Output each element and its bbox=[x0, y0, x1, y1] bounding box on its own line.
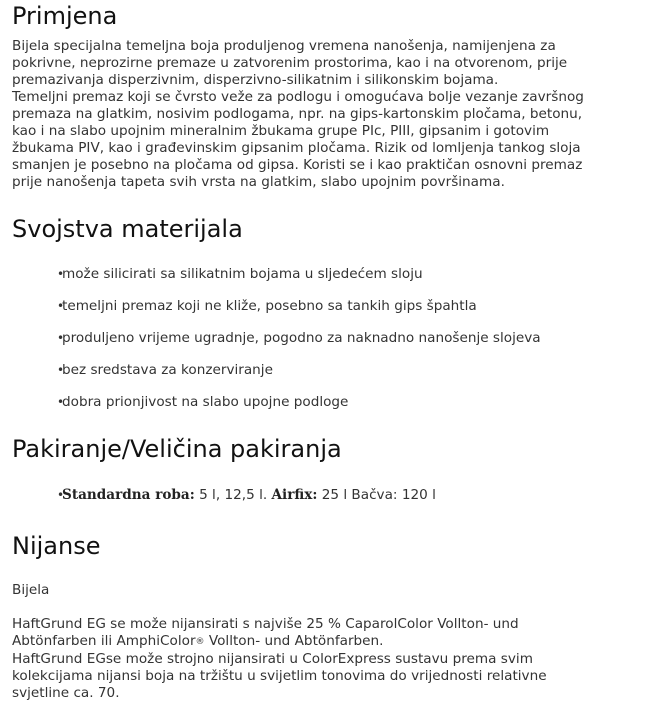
nijanse-heading: Nijanse bbox=[12, 532, 101, 560]
text-line: kolekcijama nijansi boja na tržištu u svijetlim tonovima do vrijednosti relativne bbox=[12, 668, 547, 684]
bullet-icon: • bbox=[57, 363, 65, 377]
text-line: premazivanja disperzivnim, disperzivno-silikatnim i silikonskim bojama. bbox=[12, 72, 499, 88]
primjena-heading: Primjena bbox=[12, 2, 118, 30]
nijanse-color: Bijela bbox=[12, 582, 50, 598]
text-line: Bijela specijalna temeljna boja produljenog vremena nanošenja, namijenjena za bbox=[12, 38, 556, 54]
standard-value: 5 l, 12,5 l. bbox=[194, 487, 268, 503]
packaging-line bbox=[57, 487, 436, 504]
text-line: pokrivne, neprozirne premaze u zatvorenim prostorima, kao i na otvorenom, prije bbox=[12, 55, 568, 71]
text-line: kao i na slabo upojnim mineralnim žbukama grupe PIc, PIII, gipsanim i gotovim bbox=[12, 123, 550, 139]
text-line: HaftGrund EGse može strojno nijansirati u ColorExpress sustavu prema svim bbox=[12, 651, 533, 667]
standard-label: Standardna roba: bbox=[62, 487, 195, 503]
airfix-value: 25 l Bačva: 120 l bbox=[317, 487, 436, 503]
text-line: prije nanošenja tapeta svih vrsta na glatkim, slabo upojnim površinama. bbox=[12, 174, 505, 190]
text-line: smanjen je posebno na pločama od gipsa. Koristi se i kao praktičan osnovni premaz bbox=[12, 157, 583, 173]
list-item bbox=[57, 394, 348, 411]
list-item bbox=[57, 362, 273, 379]
primjena-text bbox=[12, 38, 662, 191]
list-item-text: temeljni premaz koji ne kliže, posebno sa tankih gips špahtla bbox=[62, 298, 477, 314]
bullet-icon: • bbox=[57, 267, 65, 281]
text-line bbox=[12, 633, 662, 651]
list-item-text: dobra prionjivost na slabo upojne podloge bbox=[62, 394, 349, 410]
text-part: Abtönfarben ili AmphiColor bbox=[12, 633, 196, 649]
text-line: svjetline ca. 70. bbox=[12, 685, 120, 701]
nijanse-text bbox=[12, 616, 662, 702]
bullet-icon: • bbox=[57, 331, 65, 345]
list-item bbox=[57, 330, 541, 347]
list-item-text: produljeno vrijeme ugradnje, pogodno za naknadno nanošenje slojeva bbox=[62, 330, 541, 346]
bullet-icon: • bbox=[57, 395, 65, 409]
pakiranje-heading: Pakiranje/Veličina pakiranja bbox=[12, 435, 342, 463]
text-line: HaftGrund EG se može nijansirati s najviše 25 % CaparolColor Vollton- und bbox=[12, 616, 519, 632]
airfix-label: Airfix: bbox=[271, 487, 318, 503]
text-line: žbukama PIV, kao i građevinskim gipsanim pločama. Rizik od lomljenja tankog sloja bbox=[12, 140, 581, 156]
bullet-icon: • bbox=[57, 488, 65, 502]
text-line: premaza na glatkim, nosivim podlogama, npr. na gips-kartonskim pločama, betonu, bbox=[12, 106, 583, 122]
list-item bbox=[57, 298, 477, 315]
list-item bbox=[57, 266, 423, 283]
list-item-text: može silicirati sa silikatnim bojama u sljedećem sloju bbox=[62, 266, 423, 282]
registered-mark: ® bbox=[195, 637, 205, 647]
bullet-icon: • bbox=[57, 299, 65, 313]
svojstva-heading: Svojstva materijala bbox=[12, 215, 243, 243]
list-item-text: bez sredstava za konzerviranje bbox=[62, 362, 273, 378]
text-part: Vollton- und Abtönfarben. bbox=[204, 633, 384, 649]
text-line: Temeljni premaz koji se čvrsto veže za podlogu i omogućava bolje vezanje završnog bbox=[12, 89, 584, 105]
